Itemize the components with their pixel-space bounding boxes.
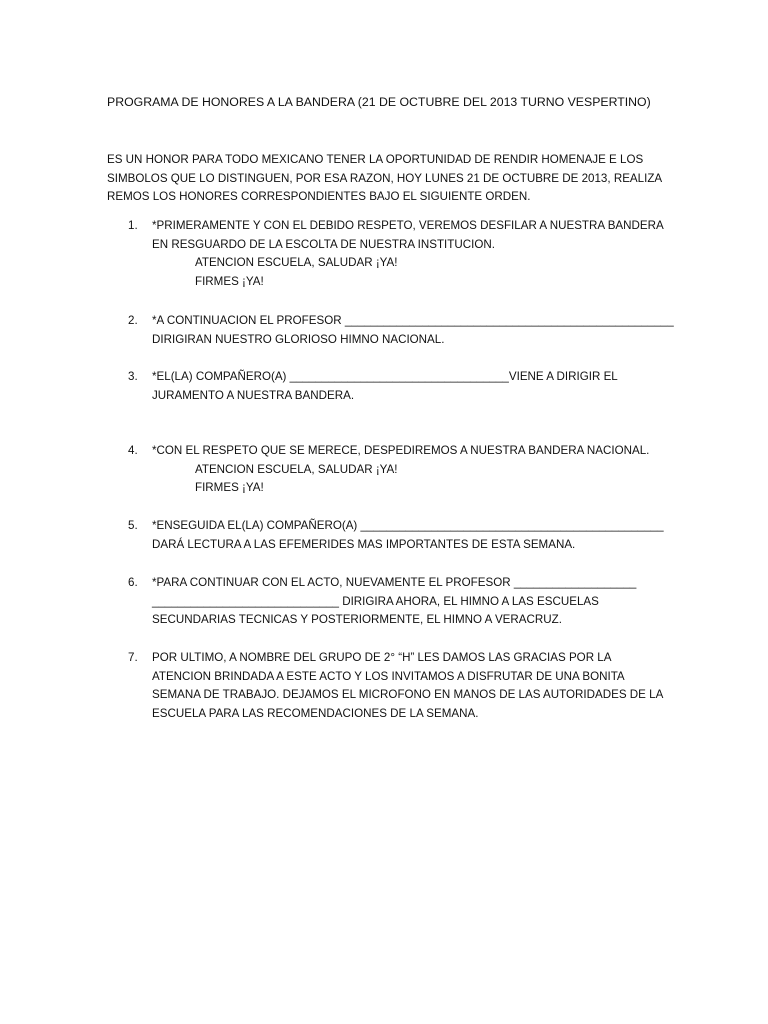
item-line: ATENCION BRINDADA A ESTE ACTO Y LOS INVITAMOS A DISFRUTAR DE UNA BONITA <box>152 669 625 683</box>
item-number: 4. <box>128 444 138 457</box>
item-command-line: ATENCION ESCUELA, SALUDAR ¡YA! <box>195 462 398 476</box>
item-number: 5. <box>128 519 138 532</box>
item-line: DIRIGIRAN NUESTRO GLORIOSO HIMNO NACIONAL. <box>152 332 445 346</box>
item-line: *PARA CONTINUAR CON EL ACTO, NUEVAMENTE EL PROFESOR ___________________ <box>152 576 637 589</box>
item-line: SECUNDARIAS TECNICAS Y POSTERIORMENTE, EL HIMNO A VERACRUZ. <box>152 613 562 626</box>
item-line: EN RESGUARDO DE LA ESCOLTA DE NUESTRA INSTITUCION. <box>152 237 495 251</box>
item-line: *EL(LA) COMPAÑERO(A) __________________________________VIENE A DIRIGIR EL <box>152 370 618 383</box>
item-line: POR ULTIMO, A NOMBRE DEL GRUPO DE 2° “H” LES DAMOS LAS GRACIAS POR LA <box>152 651 612 664</box>
intro-line: SIMBOLOS QUE LO DISTINGUEN, POR ESA RAZON, HOY LUNES 21 DE OCTUBRE DE 2013, REALIZA <box>107 171 663 185</box>
item-line: *A CONTINUACION EL PROFESOR ___________________________________________________ <box>152 314 674 327</box>
item-number: 2. <box>128 314 138 327</box>
item-command-line: FIRMES ¡YA! <box>195 274 264 288</box>
item-body <box>152 574 692 630</box>
item-number: 6. <box>128 576 138 589</box>
item-line: SEMANA DE TRABAJO. DEJAMOS EL MICROFONO EN MANOS DE LAS AUTORIDADES DE LA <box>152 688 664 701</box>
item-line: *PRIMERAMENTE Y CON EL DEBIDO RESPETO, VEREMOS DESFILAR A NUESTRA BANDERA <box>152 219 664 232</box>
intro-line: ES UN HONOR PARA TODO MEXICANO TENER LA OPORTUNIDAD DE RENDIR HOMENAJE E LOS <box>107 153 644 166</box>
item-line: JURAMENTO A NUESTRA BANDERA. <box>152 388 355 402</box>
item-number: 1. <box>128 219 138 232</box>
item-line: *CON EL RESPETO QUE SE MERECE, DESPEDIREMOS A NUESTRA BANDERA NACIONAL. <box>152 444 650 457</box>
document-title: PROGRAMA DE HONORES A LA BANDERA (21 DE OCTUBRE DEL 2013 TURNO VESPERTINO) <box>107 95 651 109</box>
intro-paragraph <box>107 151 677 207</box>
item-body <box>152 517 692 554</box>
item-line: DARÁ LECTURA A LAS EFEMERIDES MAS IMPORTANTES DE ESTA SEMANA. <box>152 537 576 551</box>
intro-line: REMOS LOS HONORES CORRESPONDIENTES BAJO EL SIGUIENTE ORDEN. <box>107 190 531 203</box>
item-line: _____________________________ DIRIGIRA AHORA, EL HIMNO A LAS ESCUELAS <box>152 594 599 608</box>
item-body <box>152 442 692 498</box>
item-command-line: FIRMES ¡YA! <box>195 481 264 494</box>
item-body <box>152 217 692 291</box>
item-body <box>152 312 692 349</box>
item-line: *ENSEGUIDA EL(LA) COMPAÑERO(A) _______________________________________________ <box>152 519 664 532</box>
item-line: ESCUELA PARA LAS RECOMENDACIONES DE LA SEMANA. <box>152 706 479 720</box>
item-number: 3. <box>128 370 138 383</box>
item-command-line: ATENCION ESCUELA, SALUDAR ¡YA! <box>195 256 398 269</box>
item-number: 7. <box>128 651 138 664</box>
item-body <box>152 368 692 405</box>
item-body <box>152 649 692 723</box>
